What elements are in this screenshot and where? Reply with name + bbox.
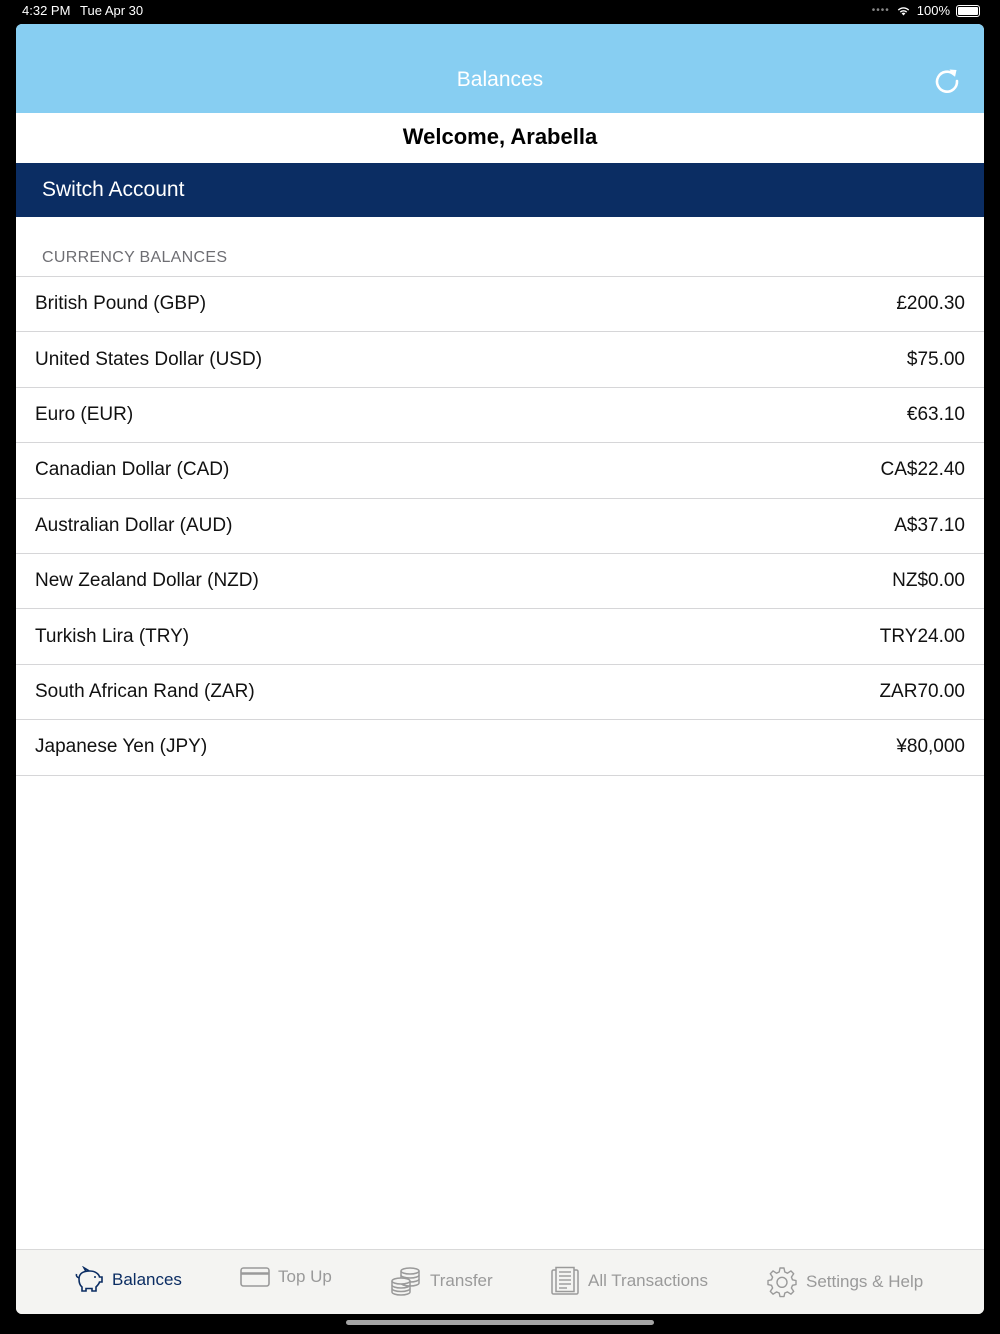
battery-icon	[956, 5, 980, 17]
tab-label: Balances	[112, 1270, 182, 1289]
balance-row-cad[interactable]	[16, 443, 984, 498]
currency-amount: CA$22.40	[880, 459, 965, 481]
section-header: CURRENCY BALANCES	[42, 249, 228, 266]
balance-row-usd[interactable]	[16, 332, 984, 387]
piggy-bank-icon	[74, 1266, 104, 1294]
card-icon	[240, 1266, 270, 1288]
balance-row-eur[interactable]	[16, 388, 984, 443]
balance-row-try[interactable]	[16, 609, 984, 664]
currency-name: United States Dollar (USD)	[35, 348, 263, 370]
currency-name: Turkish Lira (TRY)	[35, 625, 190, 647]
tab-label: Top Up	[278, 1267, 332, 1286]
currency-amount: $75.00	[906, 348, 965, 370]
currency-name: Canadian Dollar (CAD)	[35, 459, 230, 481]
signal-icon: ••••	[871, 5, 890, 16]
status-bar	[0, 0, 1000, 24]
receipt-icon	[550, 1266, 580, 1296]
currency-amount: €63.10	[906, 403, 965, 425]
balance-row-gbp[interactable]	[16, 277, 984, 332]
tab-transfer[interactable]	[390, 1266, 493, 1296]
currency-amount: ¥80,000	[896, 736, 965, 758]
coins-icon	[390, 1266, 422, 1296]
status-time: 4:32 PM	[22, 3, 71, 18]
currency-name: South African Rand (ZAR)	[35, 680, 255, 702]
currency-name: Australian Dollar (AUD)	[35, 514, 233, 536]
currency-name: Japanese Yen (JPY)	[35, 736, 208, 758]
currency-amount: NZ$0.00	[892, 570, 965, 592]
balance-row-nzd[interactable]	[16, 554, 984, 609]
welcome-message: Welcome, Arabella	[402, 124, 598, 149]
currency-amount: ZAR70.00	[879, 680, 965, 702]
currency-amount: £200.30	[896, 293, 965, 315]
navigation-bar	[16, 24, 984, 113]
currency-name: New Zealand Dollar (NZD)	[35, 570, 259, 592]
tab-bar	[16, 1249, 984, 1314]
home-indicator[interactable]	[346, 1320, 654, 1325]
wifi-icon	[896, 5, 911, 16]
balance-row-zar[interactable]	[16, 665, 984, 720]
tab-label: Transfer	[430, 1271, 493, 1290]
currency-amount: A$37.10	[894, 514, 965, 536]
currency-amount: TRY24.00	[879, 625, 965, 647]
currency-balances-list	[16, 276, 984, 776]
page-title: Balances	[456, 68, 544, 91]
app-window	[16, 24, 984, 1314]
tab-all-transactions[interactable]	[550, 1266, 708, 1296]
switch-account-button[interactable]: Switch Account	[16, 163, 984, 217]
currency-name: Euro (EUR)	[35, 403, 134, 425]
tab-balances[interactable]	[74, 1266, 182, 1294]
status-indicators	[872, 3, 980, 18]
currency-name: British Pound (GBP)	[35, 293, 207, 315]
tab-settings-help[interactable]	[766, 1266, 923, 1298]
balance-row-aud[interactable]	[16, 499, 984, 554]
balance-row-jpy[interactable]	[16, 720, 984, 775]
gear-icon	[766, 1266, 798, 1298]
tab-label: All Transactions	[588, 1271, 708, 1290]
tab-top-up[interactable]	[240, 1266, 332, 1288]
battery-percent: 100%	[916, 3, 950, 18]
refresh-icon	[932, 66, 962, 96]
tab-label: Settings & Help	[806, 1272, 924, 1291]
refresh-button[interactable]	[932, 66, 962, 96]
status-date: Tue Apr 30	[80, 3, 144, 18]
